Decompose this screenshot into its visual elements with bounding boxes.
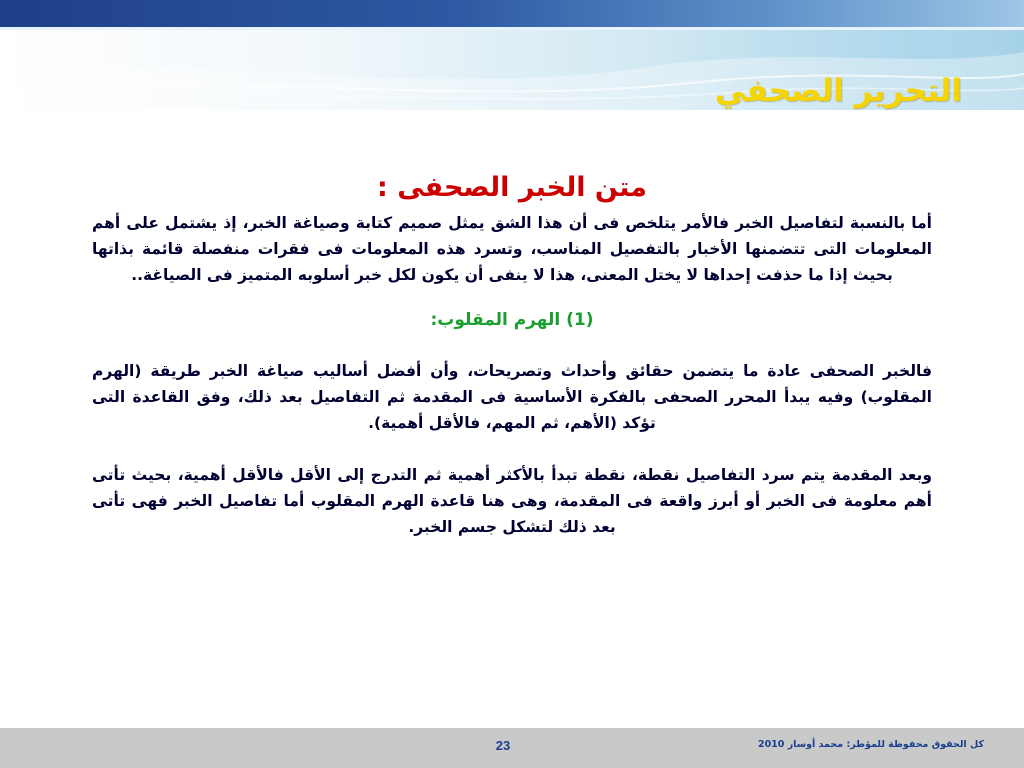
page-number: 23 — [495, 738, 511, 753]
footer-bar — [0, 728, 1024, 768]
header-band — [0, 30, 1024, 110]
paragraph-news-body: أما بالنسبة لتفاصيل الخبر فالأمر يتلخص فى أن هذا الشق يمثل صميم كتابة وصياغة الخبر، إذ يشتمل على أهم المعلومات التى تتضمنها الأخبار بالتفصيل المناسب، وتسرد هذه المعلومات فى فقرات منفصلة قائمة بذاتها بحيث إذا ما حذفت إحداها لا يختل المعنى، هذا لا ينفى أن يكون لكل خبر أسلوبه المتميز فى الصياغة.. — [92, 214, 932, 284]
slide-title: التحرير الصحفي — [714, 73, 962, 109]
subheading-inverted-pyramid: (1) الهرم المقلوب: — [430, 310, 594, 330]
top-decorative-bar — [0, 0, 1024, 27]
copyright-notice: كل الحقوق محفوظة للمؤطر: محمد أوسار 2010 — [757, 739, 984, 750]
section-heading: متن الخبر الصحفى : — [377, 172, 647, 203]
paragraph-inverted-pyramid: فالخبر الصحفى عادة ما يتضمن حقائق وأحداث وتصريحات، وأن أفضل أساليب صياغة الخبر طريقة (الهرم المقلوب) وفيه يبدأ المحرر الصحفى بالفكرة الأساسية فى المقدمة ثم التفاصيل بعد ذلك، وفق القاعدة التى تؤكد (الأهم، ثم المهم، فالأقل أهمية). — [92, 362, 932, 432]
paragraph-details-order: وبعد المقدمة يتم سرد التفاصيل نقطة، نقطة تبدأ بالأكثر أهمية ثم التدرج إلى الأقل فالأقل أهمية، بحيث تأتى أهم معلومة فى الخبر أو أبرز واقعة فى المقدمة، وهى هنا قاعدة الهرم المقلوب أما تفاصيل الخبر فهى تأتى بعد ذلك لتشكل جسم الخبر. — [92, 466, 932, 536]
slide-content — [92, 170, 932, 540]
